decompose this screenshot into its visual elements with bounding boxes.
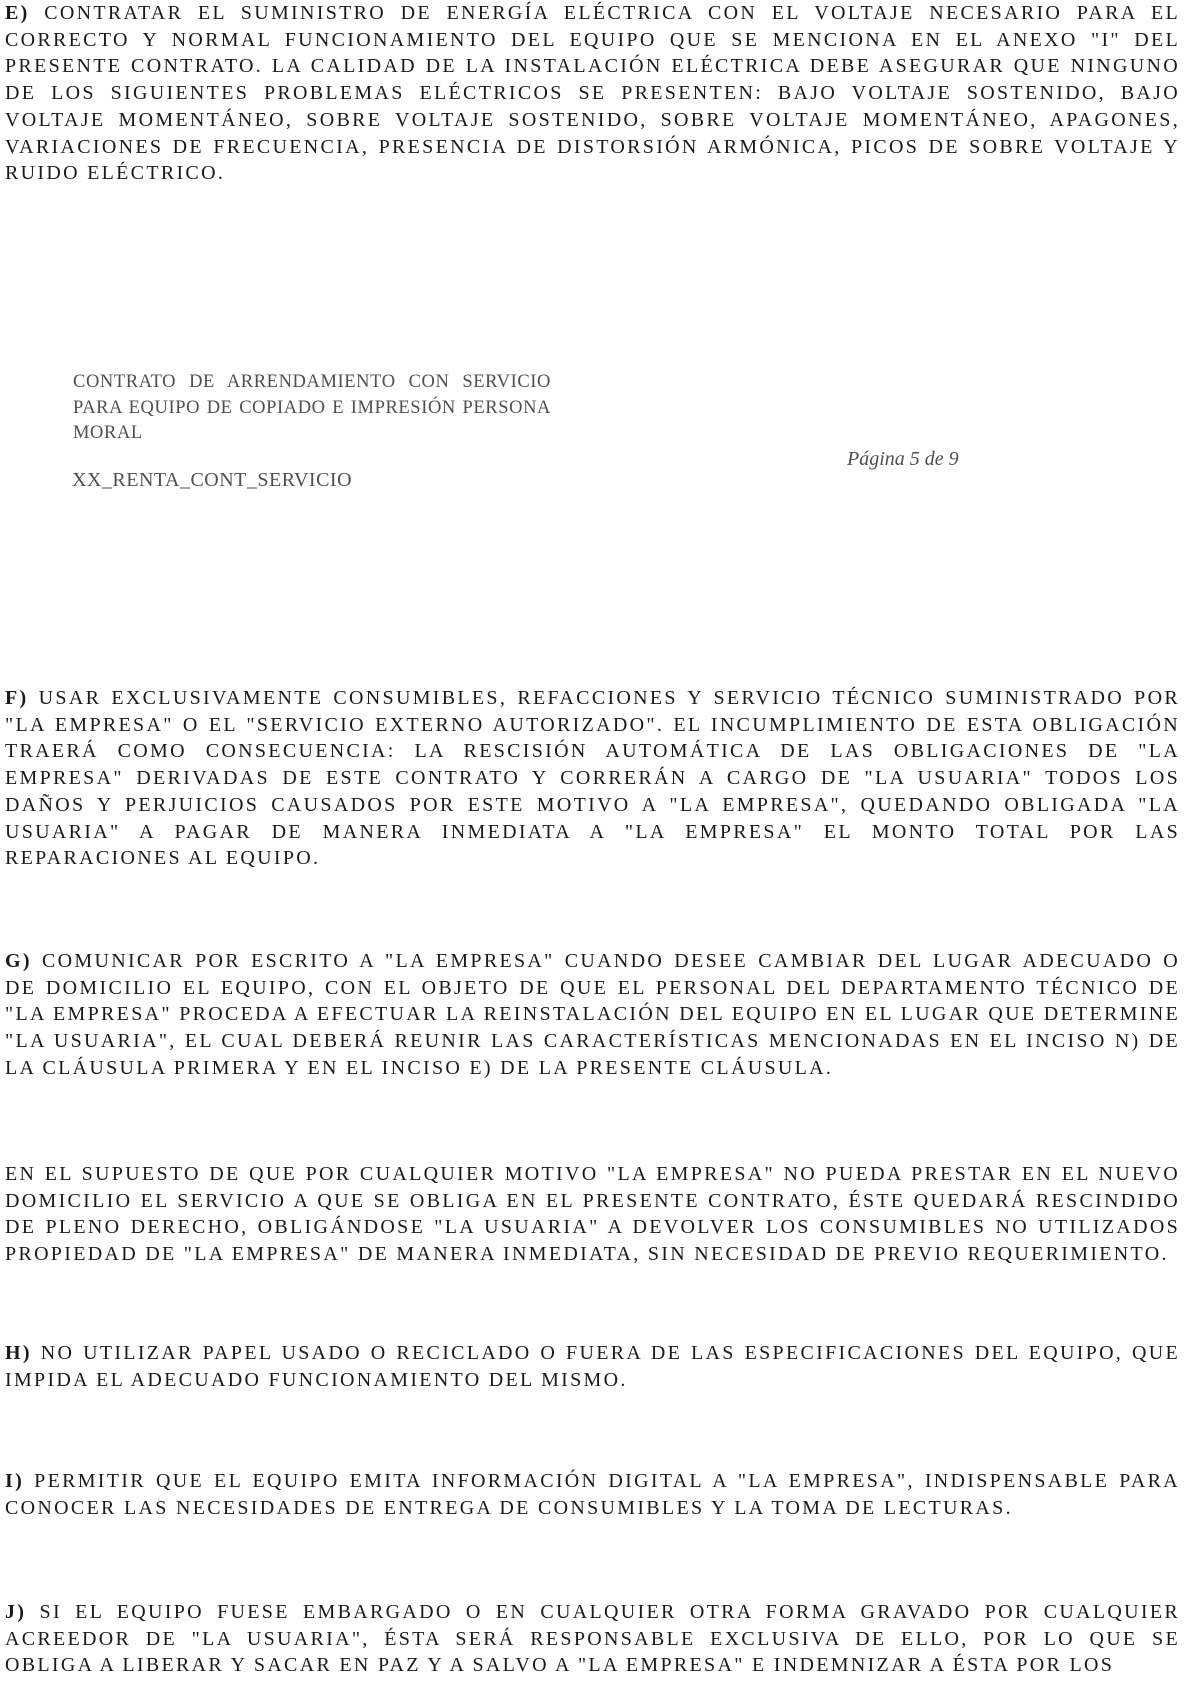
clause-g-text: COMUNICAR POR ESCRITO A "LA EMPRESA" CUANDO DESEE CAMBIAR DEL LUGAR ADECUADO O DE DOMICILIO EL EQUIPO, CON EL OBJETO DE QUE EL PERSONAL DEL DEPARTAMENTO TÉCNICO DE "LA EMPRESA" PROCEDA A EFECTUAR LA REINSTALACIÓN DEL EQUIPO EN EL LUGAR QUE DETERMINE "LA USUARIA", EL CUAL DEBERÁ REUNIR LAS CARACTERÍSTICAS MENCIONADAS EN EL INCISO N) DE LA CLÁUSULA PRIMERA Y EN EL INCISO E) DE LA PRESENTE CLÁUSULA. bbox=[5, 950, 1180, 1079]
clause-j-text: SI EL EQUIPO FUESE EMBARGADO O EN CUALQUIER OTRA FORMA GRAVADO POR CUALQUIER ACREEDOR DE "LA USUARIA", ÉSTA SERÁ RESPONSABLE EXCLUSIVA DE ELLO, POR LO QUE SE OBLIGA A LIBERAR Y SACAR EN PAZ Y A SALVO A "LA EMPRESA" E INDEMNIZAR A ÉSTA POR LOS bbox=[5, 1601, 1180, 1677]
page-number: Página 5 de 9 bbox=[847, 448, 959, 470]
clause-e-letter: E) bbox=[5, 2, 30, 24]
clause-f-letter: F) bbox=[5, 687, 29, 709]
clause-i-paragraph bbox=[5, 1468, 1180, 1521]
clause-h-text: NO UTILIZAR PAPEL USADO O RECICLADO O FUERA DE LAS ESPECIFICACIONES DEL EQUIPO, QUE IMPIDA EL ADECUADO FUNCIONAMIENTO DEL MISMO. bbox=[5, 1342, 1180, 1391]
clause-i-letter: I) bbox=[5, 1470, 25, 1492]
clause-i-text: PERMITIR QUE EL EQUIPO EMITA INFORMACIÓN DIGITAL A "LA EMPRESA", INDISPENSABLE PARA CONOCER LAS NECESIDADES DE ENTREGA DE CONSUMIBLES Y LA TOMA DE LECTURAS. bbox=[5, 1470, 1180, 1519]
clause-h-letter: H) bbox=[5, 1342, 32, 1364]
clause-j-letter: J) bbox=[5, 1601, 27, 1623]
document-code: XX_RENTA_CONT_SERVICIO bbox=[72, 469, 353, 491]
document-title: CONTRATO DE ARRENDAMIENTO CON SERVICIO PARA EQUIPO DE COPIADO E IMPRESIÓN PERSONA MORAL bbox=[73, 372, 551, 444]
clause-j-paragraph bbox=[5, 1599, 1180, 1679]
clause-g-paragraph bbox=[5, 948, 1180, 1082]
clause-g-letter: G) bbox=[5, 950, 32, 972]
relocation-supuesto-text: EN EL SUPUESTO DE QUE POR CUALQUIER MOTIVO "LA EMPRESA" NO PUEDA PRESTAR EN EL NUEVO DOMICILIO EL SERVICIO A QUE SE OBLIGA EN EL PRESENTE CONTRATO, ÉSTE QUEDARÁ RESCINDIDO DE PLENO DERECHO, OBLIGÁNDOSE "LA USUARIA" A DEVOLVER LOS CONSUMIBLES NO UTILIZADOS PROPIEDAD DE "LA EMPRESA" DE MANERA INMEDIATA, SIN NECESIDAD DE PREVIO REQUERIMIENTO. bbox=[5, 1163, 1180, 1266]
relocation-supuesto-paragraph bbox=[5, 1161, 1180, 1268]
clause-f-paragraph bbox=[5, 685, 1180, 872]
clause-f-text: USAR EXCLUSIVAMENTE CONSUMIBLES, REFACCIONES Y SERVICIO TÉCNICO SUMINISTRADO POR "LA EMPRESA" O EL "SERVICIO EXTERNO AUTORIZADO". EL INCUMPLIMIENTO DE ESTA OBLIGACIÓN TRAERÁ COMO CONSECUENCIA: LA RESCISIÓN AUTOMÁTICA DE LAS OBLIGACIONES DE "LA EMPRESA" DERIVADAS DE ESTE CONTRATO Y CORRERÁN A CARGO DE "LA USUARIA" TODOS LOS DAÑOS Y PERJUICIOS CAUSADOS POR ESTE MOTIVO A "LA EMPRESA", QUEDANDO OBLIGADA "LA USUARIA" A PAGAR DE MANERA INMEDIATA A "LA EMPRESA" EL MONTO TOTAL POR LAS REPARACIONES AL EQUIPO. bbox=[5, 687, 1180, 870]
clause-e-text: CONTRATAR EL SUMINISTRO DE ENERGÍA ELÉCTRICA CON EL VOLTAJE NECESARIO PARA EL CORRECTO Y NORMAL FUNCIONAMIENTO DEL EQUIPO QUE SE MENCIONA EN EL ANEXO "I" DEL PRESENTE CONTRATO. LA CALIDAD DE LA INSTALACIÓN ELÉCTRICA DEBE ASEGURAR QUE NINGUNO DE LOS SIGUIENTES PROBLEMAS ELÉCTRICOS SE PRESENTEN: BAJO VOLTAJE SOSTENIDO, BAJO VOLTAJE MOMENTÁNEO, SOBRE VOLTAJE SOSTENIDO, SOBRE VOLTAJE MOMENTÁNEO, APAGONES, VARIACIONES DE FRECUENCIA, PRESENCIA DE DISTORSIÓN ARMÓNICA, PICOS DE SOBRE VOLTAJE Y RUIDO ELÉCTRICO. bbox=[5, 2, 1180, 185]
clause-h-paragraph bbox=[5, 1340, 1180, 1393]
clause-e-paragraph bbox=[5, 0, 1180, 187]
